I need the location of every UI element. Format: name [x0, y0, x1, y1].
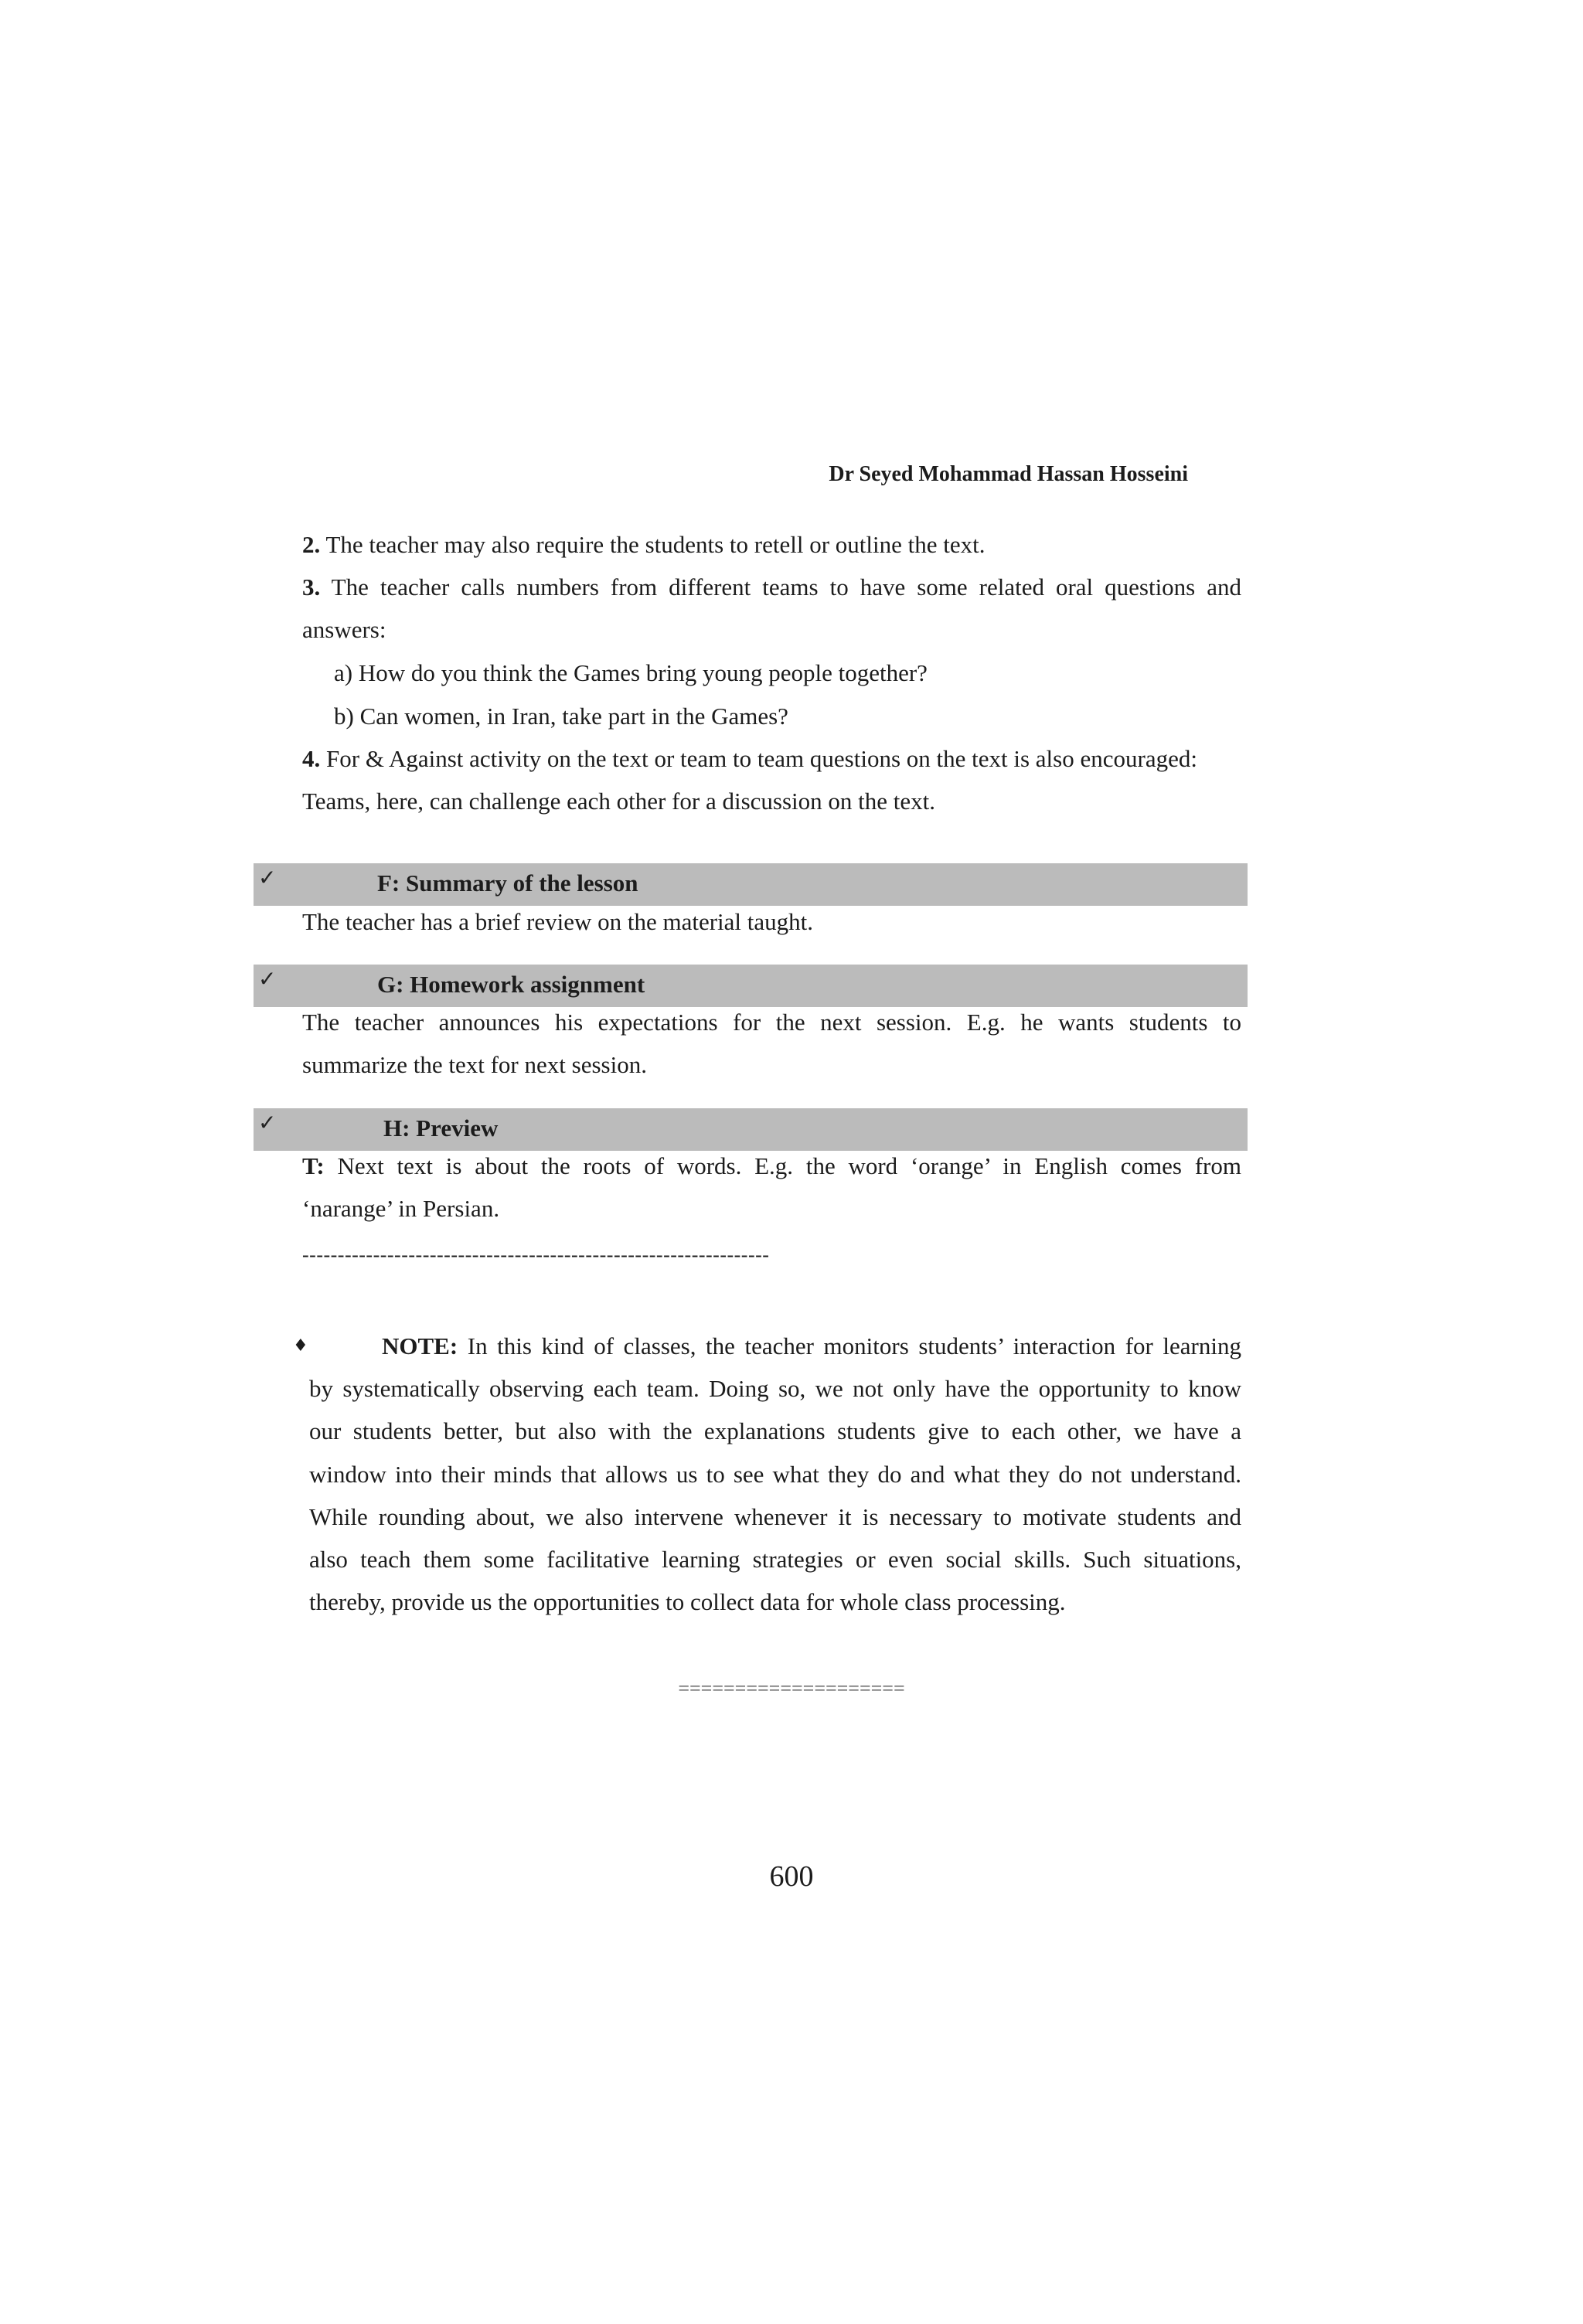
list-item-4-continuation: Teams, here, can challenge each other for a discussion on the text. — [302, 788, 936, 815]
section-bar-homework — [254, 965, 1248, 1007]
note-label: NOTE: — [382, 1332, 458, 1359]
section-text-homework-line2: summarize the text for next session. — [302, 1051, 647, 1078]
note-line-4: window into their minds that allows us to see what they do and what they do not understand. — [309, 1461, 1241, 1488]
running-header-author: Dr Seyed Mohammad Hassan Hosseini — [829, 462, 1188, 486]
note-line-5: While rounding about, we also intervene whenever it is necessary to motivate students and — [309, 1503, 1241, 1530]
list-item-3-continuation: answers: — [302, 616, 386, 643]
list-item-3 — [302, 572, 1241, 603]
section-title-summary: F: Summary of the lesson — [377, 869, 638, 897]
dashed-separator: ------------------------------------------------------------------ — [302, 1244, 770, 1266]
note-line-3: our students better, but also with the explanations students give to each other, we have a — [309, 1417, 1241, 1444]
question-b: b) Can women, in Iran, take part in the Games? — [334, 703, 788, 730]
list-item-4 — [302, 743, 1241, 774]
note-line-1 — [382, 1331, 1241, 1362]
list-item-text: For & Against activity on the text or team to team questions on the text is also encouraged: — [320, 745, 1197, 772]
section-text-preview-line2: ‘narange’ in Persian. — [302, 1195, 500, 1222]
list-item-2 — [302, 529, 1241, 560]
section-text-homework-line1: The teacher announces his expectations for the next session. E.g. he wants students to — [302, 1009, 1241, 1036]
preview-text: Next text is about the roots of words. E.g. the word ‘orange’ in English comes from — [324, 1152, 1241, 1179]
checkmark-icon: ✓ — [258, 865, 277, 890]
note-text: In this kind of classes, the teacher monitors students’ interaction for learning — [458, 1332, 1241, 1359]
speaker-label: T: — [302, 1152, 325, 1179]
checkmark-icon: ✓ — [258, 1110, 277, 1135]
section-title-preview: H: Preview — [383, 1114, 499, 1142]
list-item-number: 3. — [302, 573, 321, 601]
note-line-6: also teach them some facilitative learning strategies or even social skills. Such situations, — [309, 1546, 1241, 1573]
list-item-text: The teacher calls numbers from different teams to have some related oral questions and — [320, 573, 1241, 601]
section-title-homework: G: Homework assignment — [377, 971, 645, 998]
note-line-2: by systematically observing each team. Doing so, we not only have the opportunity to know — [309, 1375, 1241, 1402]
list-item-number: 4. — [302, 745, 321, 772]
list-item-text: The teacher may also require the students to retell or outline the text. — [320, 531, 986, 558]
section-bar-preview — [254, 1108, 1248, 1151]
checkmark-icon: ✓ — [258, 966, 277, 992]
note-line-7: thereby, provide us the opportunities to collect data for whole class processing. — [309, 1588, 1066, 1615]
list-item-number: 2. — [302, 531, 321, 558]
diamond-bullet-icon: ♦ — [293, 1336, 308, 1356]
question-a: a) How do you think the Games bring young people together? — [334, 659, 928, 686]
page-number: 600 — [769, 1860, 814, 1893]
double-line-separator: ==================== — [678, 1677, 905, 1700]
section-text-preview-line1 — [302, 1151, 1241, 1182]
section-bar-summary — [254, 863, 1248, 906]
section-text-summary: The teacher has a brief review on the material taught. — [302, 908, 814, 935]
